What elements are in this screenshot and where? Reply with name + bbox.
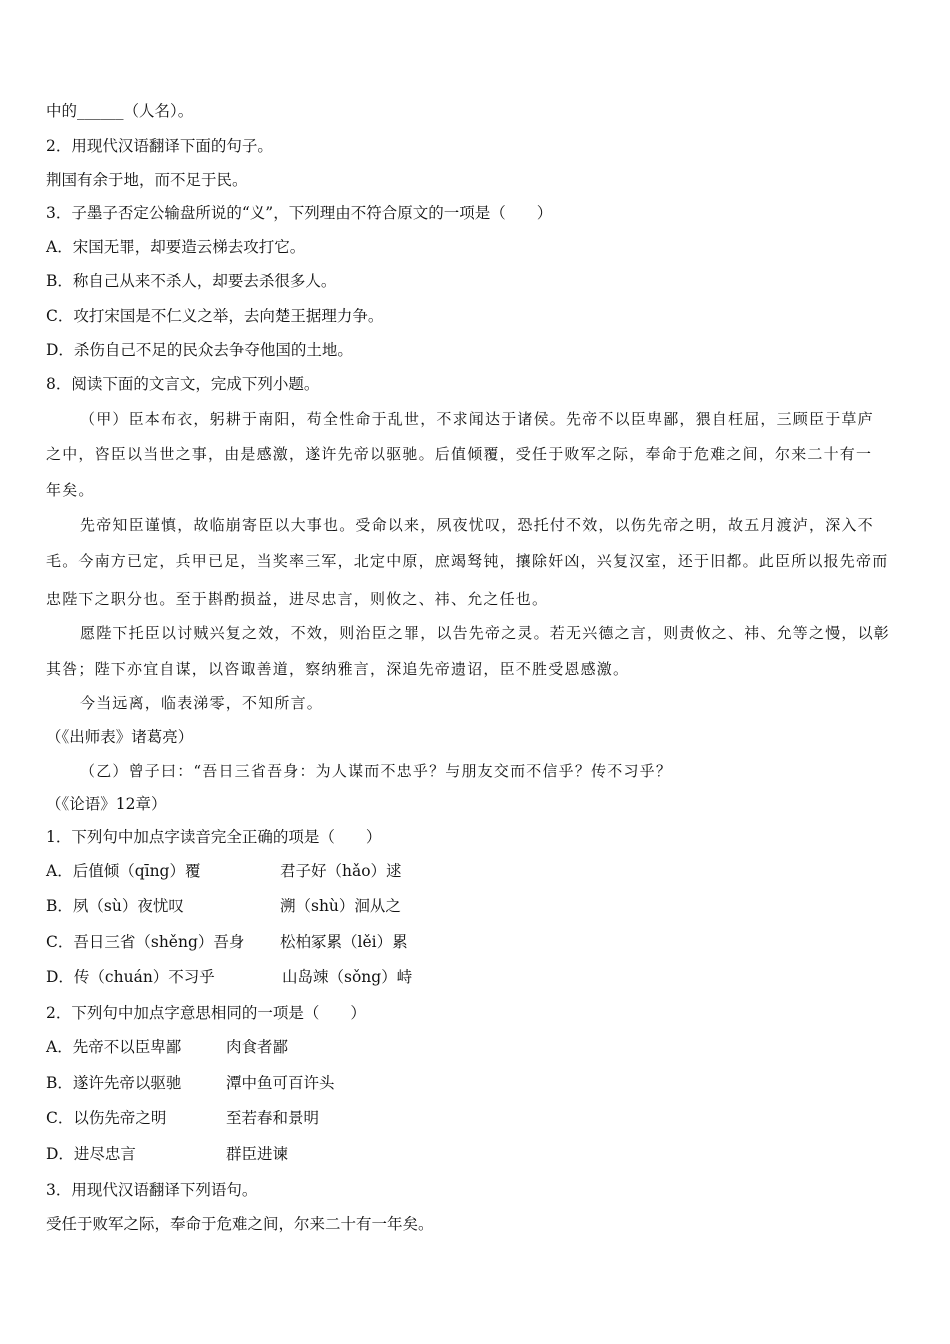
q2-option-row [46, 1107, 904, 1129]
q2-option-row [46, 1072, 904, 1094]
sub-question-1: 1．下列句中加点字读音完全正确的项是（ ） [46, 828, 382, 846]
passage-jia-para2-line-3: 忠陛下之职分也。至于斟酌损益，进尽忠言，则攸之、祎、允之任也。 [46, 590, 549, 608]
q2-option-right: 群臣进谏 [226, 1145, 289, 1163]
question-2: 2．用现代汉语翻译下面的句子。 [46, 137, 273, 155]
source-citation-1: （《出师表》诸葛亮） [46, 728, 194, 746]
option-a: A．宋国无罪，却要造云梯去攻打它。 [46, 238, 306, 256]
passage-yi: （乙）曾子曰：“吾日三省吾身：为人谋而不忠乎？与朋友交而不信乎？传不习乎？ [80, 762, 673, 780]
q2-option-row [46, 1143, 904, 1165]
q1-option-right: 山岛竦（sǒng）峙 [282, 968, 413, 986]
passage-jia-para4: 今当远离，临表涕零，不知所言。 [80, 694, 324, 712]
sub-question-2: 2．下列句中加点字意思相同的一项是（ ） [46, 1004, 366, 1022]
q1-option-left: A．后值倾（qīng）覆 [46, 862, 201, 880]
question-8-heading: 8．阅读下面的文言文，完成下列小题。 [46, 375, 320, 393]
passage-jia-para3-line-1: 愿陛下托臣以讨贼兴复之效，不效，则治臣之罪，以告先帝之灵。若无兴德之言，则责攸之、祎、允等之慢，以彰 [80, 624, 891, 642]
passage-jia-para3-line-2: 其咎；陛下亦宜自谋，以咨诹善道，察纳雅言，深追先帝遗诏，臣不胜受恩感激。 [46, 660, 630, 678]
q2-option-left: D．进尽忠言 [46, 1145, 136, 1163]
q1-option-row [46, 931, 904, 953]
q1-option-right: 君子好（hǎo）逑 [280, 862, 402, 880]
q2-option-left: A．先帝不以臣卑鄙 [46, 1038, 182, 1056]
option-b: B．称自己从来不杀人，却要去杀很多人。 [46, 272, 337, 290]
source-citation-2: （《论语》12章） [46, 795, 167, 813]
passage-jia-line-1: （甲）臣本布衣，躬耕于南阳，苟全性命于乱世，不求闻达于诸侯。先帝不以臣卑鄙，猥自枉屈，三顾臣于草庐 [80, 410, 874, 428]
q2-option-right: 潭中鱼可百许头 [226, 1074, 335, 1092]
sentence-to-translate: 荆国有余于地，而不足于民。 [46, 171, 248, 189]
passage-jia-para2-line-1: 先帝知臣谨慎，故临崩寄臣以大事也。受命以来，夙夜忧叹，恐托付不效，以伤先帝之明，故五月渡泸，深入不 [80, 516, 874, 534]
passage-jia-line-3: 年矣。 [46, 481, 95, 499]
q1-option-row [46, 860, 904, 882]
option-d: D．杀伤自己不足的民众去争夺他国的土地。 [46, 341, 353, 359]
sub-question-3: 3．用现代汉语翻译下列语句。 [46, 1181, 258, 1199]
q2-option-right: 至若春和景明 [226, 1109, 320, 1127]
question-3: 3．子墨子否定公输盘所说的“义”，下列理由不符合原文的一项是（ ） [46, 204, 553, 222]
fill-in-blank-line: 中的______（人名）。 [46, 102, 194, 120]
option-c: C．攻打宋国是不仁义之举，去向楚王据理力争。 [46, 307, 384, 325]
sentence-to-translate-2: 受任于败军之际，奉命于危难之间，尔来二十有一年矣。 [46, 1215, 434, 1233]
passage-jia-para2-line-2: 毛。今南方已定，兵甲已足，当奖率三军，北定中原，庶竭驽钝，攘除奸凶，兴复汉室，还于旧都。此臣所以报先帝而 [46, 552, 889, 570]
q1-option-left: D．传（chuán）不习乎 [46, 968, 215, 986]
q2-option-right: 肉食者鄙 [226, 1038, 289, 1056]
q2-option-left: C．以伤先帝之明 [46, 1109, 167, 1127]
q1-option-right: 松柏冢累（lěi）累 [280, 933, 408, 951]
q2-option-left: B．遂许先帝以驱驰 [46, 1074, 182, 1092]
q1-option-right: 溯（shù）洄从之 [280, 897, 401, 915]
passage-jia-line-2: 之中，咨臣以当世之事，由是感激，遂许先帝以驱驰。后值倾覆，受任于败军之际，奉命于危难之间，尔来二十有一 [46, 445, 873, 463]
q1-option-row [46, 966, 904, 988]
q1-option-left: B．夙（sù）夜忧叹 [46, 897, 184, 915]
q1-option-left: C．吾日三省（shěng）吾身 [46, 933, 245, 951]
q1-option-row [46, 895, 904, 917]
q2-option-row [46, 1036, 904, 1058]
